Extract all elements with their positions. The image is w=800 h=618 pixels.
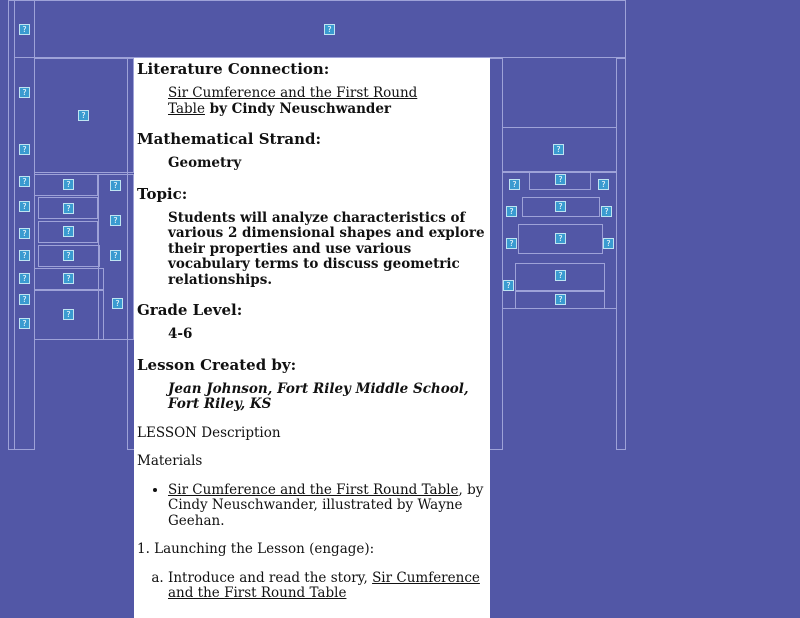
launch-step-a <box>168 571 486 602</box>
broken-image-icon[interactable]: ? <box>19 144 30 155</box>
broken-image-icon[interactable]: ? <box>603 238 614 249</box>
broken-image-icon[interactable]: ? <box>324 24 335 35</box>
broken-image-icon[interactable]: ? <box>555 174 566 185</box>
broken-image-icon[interactable]: ? <box>598 179 609 190</box>
broken-image-icon[interactable]: ? <box>601 206 612 217</box>
book-title-line-1[interactable]: Sir Cumference and the First Round <box>168 85 418 101</box>
broken-image-icon[interactable]: ? <box>555 294 566 305</box>
book-citation <box>168 86 486 117</box>
materials-book-link[interactable]: Sir Cumference and the First Round Table <box>168 481 459 498</box>
launch-steps-list <box>137 571 486 602</box>
topic-heading: Topic: <box>137 184 188 203</box>
broken-image-icon[interactable]: ? <box>19 201 30 212</box>
broken-image-icon[interactable]: ? <box>19 228 30 239</box>
strand-value: Geometry <box>168 155 242 171</box>
broken-image-icon[interactable]: ? <box>19 273 30 284</box>
right-content-border <box>489 58 503 450</box>
materials-list <box>137 483 486 530</box>
grade-value: 4-6 <box>168 326 193 342</box>
launch-step-a-book-link[interactable]: Sir Cumference and the First Round Table <box>168 569 480 601</box>
materials-item <box>168 483 486 530</box>
launch-lesson-label: 1. Launching the Lesson (engage): <box>137 541 375 557</box>
book-title-line-2[interactable]: Table <box>168 100 205 117</box>
right-outer-frame <box>616 58 626 450</box>
broken-image-icon[interactable]: ? <box>63 226 74 237</box>
broken-image-icon[interactable]: ? <box>63 273 74 284</box>
broken-image-icon[interactable]: ? <box>63 309 74 320</box>
lesson-content <box>134 58 490 618</box>
materials-item-detail: , by Cindy Neuschwander, illustrated by Wayne Geehan. <box>168 481 484 529</box>
strand-heading: Mathematical Strand: <box>137 130 322 148</box>
broken-image-icon[interactable]: ? <box>19 294 30 305</box>
broken-image-icon[interactable]: ? <box>110 180 121 191</box>
broken-image-icon[interactable]: ? <box>63 203 74 214</box>
broken-image-icon[interactable]: ? <box>503 280 514 291</box>
broken-image-icon[interactable]: ? <box>509 179 520 190</box>
broken-image-icon[interactable]: ? <box>63 250 74 261</box>
literature-heading: Literature Connection: <box>137 60 330 78</box>
broken-image-icon[interactable]: ? <box>63 179 74 190</box>
broken-image-icon[interactable]: ? <box>19 318 30 329</box>
created-by-value: Jean Johnson, Fort Riley Middle School, Fort Riley, KS <box>168 380 469 412</box>
broken-image-icon[interactable]: ? <box>110 215 121 226</box>
broken-image-icon[interactable]: ? <box>78 110 89 121</box>
left-inner-frame <box>14 0 35 450</box>
broken-image-icon[interactable]: ? <box>553 144 564 155</box>
broken-image-icon[interactable]: ? <box>19 250 30 261</box>
book-author: by Cindy Neuschwander <box>204 100 392 117</box>
broken-image-icon[interactable]: ? <box>506 238 517 249</box>
broken-image-icon[interactable]: ? <box>19 87 30 98</box>
broken-image-icon[interactable]: ? <box>19 24 30 35</box>
lesson-description-label: LESSON Description <box>137 424 281 441</box>
broken-image-icon[interactable]: ? <box>555 201 566 212</box>
broken-image-icon[interactable]: ? <box>555 270 566 281</box>
broken-image-icon[interactable]: ? <box>555 233 566 244</box>
broken-image-icon[interactable]: ? <box>506 206 517 217</box>
top-banner-frame <box>14 0 626 58</box>
topic-value: Students will analyze characteristics of various 2 dimensional shapes and explore their properties and use various vocabulary terms to discuss geometric relationships. <box>168 209 485 288</box>
broken-image-icon[interactable]: ? <box>110 250 121 261</box>
launch-step-a-text: Introduce and read the story, <box>168 569 373 586</box>
created-by-heading: Lesson Created by: <box>137 355 297 374</box>
broken-image-icon[interactable]: ? <box>19 176 30 187</box>
materials-label: Materials <box>137 453 203 469</box>
broken-image-icon[interactable]: ? <box>112 298 123 309</box>
grade-heading: Grade Level: <box>137 301 243 319</box>
